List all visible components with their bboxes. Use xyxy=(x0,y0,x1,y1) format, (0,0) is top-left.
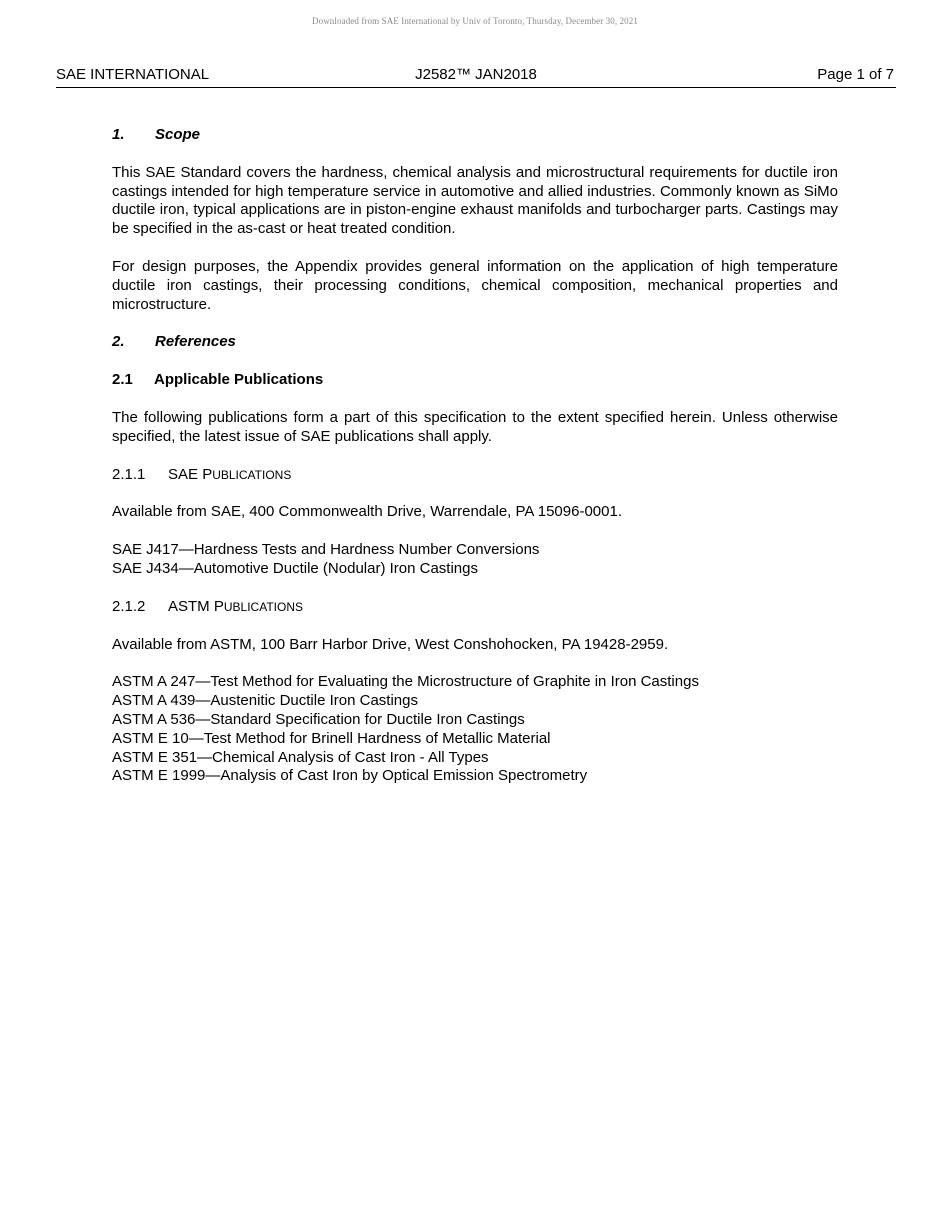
page-header xyxy=(56,66,896,88)
subsubsection-number: 2.1.2 xyxy=(112,597,146,615)
scope-paragraph-1: This SAE Standard covers the hardness, chemical analysis and microstructural requirements for ductile iron castings intended for high temperature service in automotive and allied industries. Commonly known as SiMo ductile iron, typical applications are in piston-engine exhaust manifolds and turbocharger parts. Castings may be specified in the as-cast or heat treated condition. xyxy=(112,163,838,238)
list-item: ASTM A 247—Test Method for Evaluating the Microstructure of Graphite in Iron Castings xyxy=(112,673,699,691)
subsubsection-heading-sae-publications xyxy=(112,466,838,485)
section-number: 1. xyxy=(112,126,125,143)
list-item: ASTM E 10—Test Method for Brinell Hardness of Metallic Material xyxy=(112,729,551,747)
astm-availability: Available from ASTM, 100 Barr Harbor Drive, West Conshohocken, PA 19428-2959. xyxy=(112,635,669,653)
sae-publication-list xyxy=(112,541,838,579)
list-item: ASTM E 1999—Analysis of Cast Iron by Optical Emission Spectrometry xyxy=(112,767,588,785)
list-item: SAE J417—Hardness Tests and Hardness Number Conversions xyxy=(112,541,540,559)
subsubsection-heading-astm-publications xyxy=(112,598,838,617)
subsection-title: Applicable Publications xyxy=(154,371,324,389)
section-heading-references xyxy=(112,333,838,352)
header-document-id: J2582™ JAN2018 xyxy=(415,66,537,83)
subsection-number: 2.1 xyxy=(112,371,133,389)
section-number: 2. xyxy=(112,333,125,351)
list-item: ASTM A 439—Austenitic Ductile Iron Castings xyxy=(112,692,418,710)
list-item: SAE J434—Automotive Ductile (Nodular) Iron Castings xyxy=(112,559,478,577)
list-item: ASTM E 351—Chemical Analysis of Cast Iron - All Types xyxy=(112,748,489,766)
scope-paragraph-2: For design purposes, the Appendix provides general information on the application of high temperature ductile iron castings, their processing conditions, chemical composition, mechanical properties and microstructure. xyxy=(112,257,838,313)
applicable-publications-paragraph: The following publications form a part of this specification to the extent specified herein. Unless otherwise specified, the latest issue of SAE publications shall apply. xyxy=(112,408,838,445)
astm-publication-list xyxy=(112,673,838,786)
subsubsection-title-word: ASTM xyxy=(168,597,210,615)
subsection-heading-applicable-publications xyxy=(112,371,838,390)
subsubsection-number: 2.1.1 xyxy=(112,465,146,483)
header-organization: SAE INTERNATIONAL xyxy=(56,66,210,83)
subsubsection-title-rest: UBLICATIONS xyxy=(223,599,303,614)
document-body xyxy=(112,126,838,805)
download-watermark: Downloaded from SAE International by Univ of Toronto, Thursday, December 30, 2021 xyxy=(312,16,638,26)
header-page-number: Page 1 of 7 xyxy=(817,66,894,83)
sae-availability: Available from SAE, 400 Commonwealth Drive, Warrendale, PA 15096-0001. xyxy=(112,503,622,521)
subsubsection-title-cap: P xyxy=(213,597,224,615)
subsubsection-title-cap: P xyxy=(202,465,213,483)
section-heading-scope xyxy=(112,126,838,145)
section-title: References xyxy=(155,333,236,351)
section-title: Scope xyxy=(155,126,201,143)
subsubsection-title-rest: UBLICATIONS xyxy=(212,467,292,482)
list-item: ASTM A 536—Standard Specification for Ductile Iron Castings xyxy=(112,710,525,728)
subsubsection-title-word: SAE xyxy=(168,465,199,483)
